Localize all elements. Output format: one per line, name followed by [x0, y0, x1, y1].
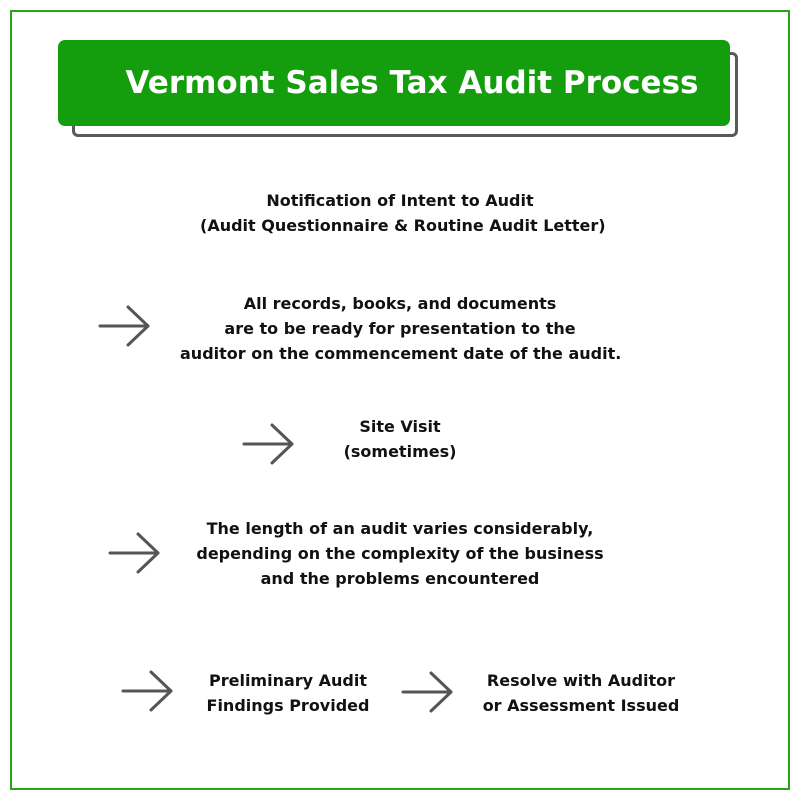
step-line: are to be ready for presentation to the — [224, 319, 576, 338]
step-audit-length — [190, 516, 610, 591]
step-site-visit — [320, 414, 480, 464]
step-line: (sometimes) — [343, 442, 457, 461]
step-line: Notification of Intent to Audit — [266, 191, 534, 210]
step-line: Preliminary Audit — [208, 671, 368, 690]
step-line: or Assessment Issued — [482, 696, 680, 715]
step-preliminary-findings — [188, 668, 388, 718]
step-line: All records, books, and documents — [243, 294, 557, 313]
step-notification — [200, 188, 606, 238]
step-line: Findings Provided — [206, 696, 370, 715]
step-line: Site Visit — [359, 417, 441, 436]
step-line: and the problems encountered — [260, 569, 540, 588]
title-banner — [58, 40, 730, 126]
step-line: The length of an audit varies considerably, — [206, 519, 594, 538]
step-line: auditor on the commencement date of the audit. — [180, 344, 622, 363]
step-line: (Audit Questionnaire & Routine Audit Letter) — [200, 216, 606, 235]
diagram-title: Vermont Sales Tax Audit Process — [125, 65, 699, 101]
arrow-right-icon — [121, 669, 175, 713]
step-resolve-or-assessment — [470, 668, 692, 718]
arrow-right-icon — [242, 422, 296, 466]
step-records-ready — [180, 291, 620, 366]
step-line: Resolve with Auditor — [486, 671, 676, 690]
arrow-right-icon — [401, 670, 455, 714]
step-line: depending on the complexity of the business — [196, 544, 604, 563]
arrow-right-icon — [98, 304, 152, 348]
arrow-right-icon — [108, 531, 162, 575]
